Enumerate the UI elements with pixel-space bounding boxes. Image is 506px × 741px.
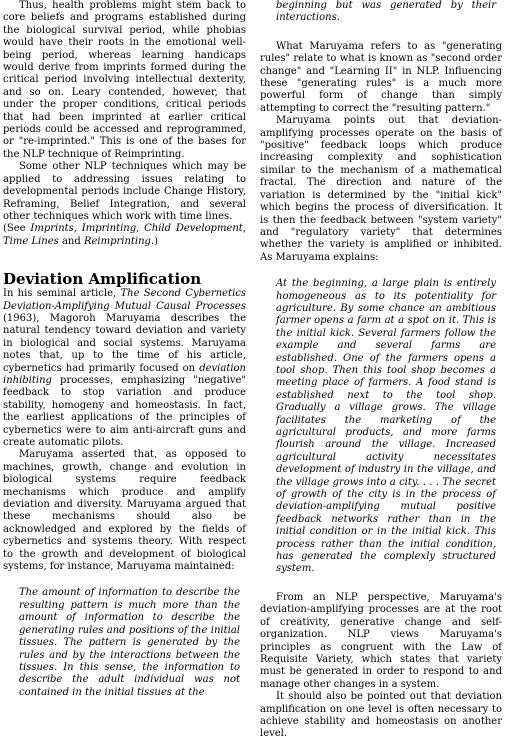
- quote-gap: [260, 576, 502, 592]
- paragraph-seminal-article: In his seminal article, The Second Cybernetics Deviation-Amplifying Mutual Causal Processes (1963), Magoroh Maruyama describes the natural tendency toward deviation and variety in biological and social systems. Maruyama notes that, up to the time of his article, cybernetics had primarily focused on deviation inhibiting processes, emphasizing "negative" feedback to stop variation and produce stability, homogeny and homeostasis. In fact, the earliest applications of the principles of cybernetics were to aim anti-aircraft guns and create automatic pilots.: [3, 288, 246, 448]
- section-gap: [3, 248, 246, 270]
- quote-gap: [260, 264, 502, 278]
- paragraph-nlp-perspective: From an NLP perspective, Maruyama's deviation-amplifying processes are at the root of creativity, generative change and self-organization. NLP views Maruyama's principles as congruent with the Law of Requisite Variety, which states that variety must be generated in order to respond to and manage other changes in a system.: [260, 591, 502, 690]
- paragraph-positive-feedback: Maruyama points out that deviation-amplifying processes operate on the basis of "positive" feedback loops which produce increasing complexity and sophistication similar to the mechanism of a mathematical fractal. The direction and nature of the variation is determined by the "initial kick" which begins the process of diversification. It is then the feedback between "system variety" and "regulatory variety" that determines whether the variety is amplified or inhibited. As Maruyama explains:: [260, 115, 502, 263]
- left-column: [3, 0, 246, 699]
- block-quote-continuation: beginning but was generated by their interactions.: [276, 0, 496, 24]
- section-heading: Deviation Amplification: [3, 270, 202, 289]
- right-column: [260, 0, 502, 741]
- quote-gap: [260, 25, 502, 41]
- block-quote-city-growth: At the beginning, a large plain is entirely homogeneous as to its potentiality for agriculture. By some chance an ambitious farmer opens a farm at a spot on it. This is the initial kick. Several farmers follow the example and several farms are established. One of the farmers opens a tool shop. Then this tool shop becomes a meeting place of farmers. A food stand is established next to the tool shop. Gradually a village grows. The village facilitates the marketing of the agricultural products, and more farms flourish around the village. Increased agricultural activity necessitates development of industry in the village, and the village grows into a city. . . . The secret of growth of the city is in the process of deviation-amplifying mutual positive feedback networks rather than in the initial condition or in the initial kick. This process rather than the initial condition, has generated the complexly structured system.: [276, 278, 496, 575]
- block-quote-generating-rules: The amount of information to describe the resulting pattern is much more than the amount of information to describe the generating rules and positions of the initial tissues. The pattern is generated by the rules and by the interactions between the tissues. In this sense, the information to describe the adult individual was not contained in the initial tissues at the: [19, 587, 240, 698]
- paragraph-stability-note: It should also be pointed out that deviation amplification on one level is often necessary to achieve stability and homeostasis on another level.: [260, 691, 502, 740]
- paragraph-nlp-techniques: Some other NLP techniques which may be applied to addressing issues relating to developmental periods include Change History, Reframing, Belief Integration, and several other techniques which work with time lines.: [3, 161, 246, 222]
- see-also-reference: (See Imprints, Imprinting, Child Development, Time Lines and Reimprinting.): [3, 223, 246, 247]
- paragraph-imprint-periods: Thus, health problems might stem back to core beliefs and programs established during the biological survival period, while phobias would have their roots in the emotional well-being period, whereas learning handicaps would derive from imprints formed during the critical period involving intellectual dexterity, and so on. Leary contended, however, that under the proper conditions, critical periods that had been imprinted at earlier critical periods could be accessed and reprogrammed, or "re-imprinted." This is one of the bases for the NLP technique of Reimprinting.: [3, 0, 246, 160]
- paragraph-generating-rules: What Maruyama refers to as "generating rules" relate to what is known as "second order change" and "Learning II" in NLP. Influencing these "generating rules" is a much more powerful form of change than simply attempting to correct the "resulting pattern.": [260, 40, 502, 114]
- paragraph-maruyama-asserted: Maruyama asserted that, as opposed to machines, growth, change and evolution in biological systems require feedback mechanisms which produce and amplify deviation and diversity. Maruyama argued that these mechanisms should also be acknowledged and explored by the fields of cybernetics and systems theory. With respect to the growth and development of biological systems, for instance, Maruyama maintained:: [3, 449, 246, 573]
- quote-gap: [3, 573, 246, 587]
